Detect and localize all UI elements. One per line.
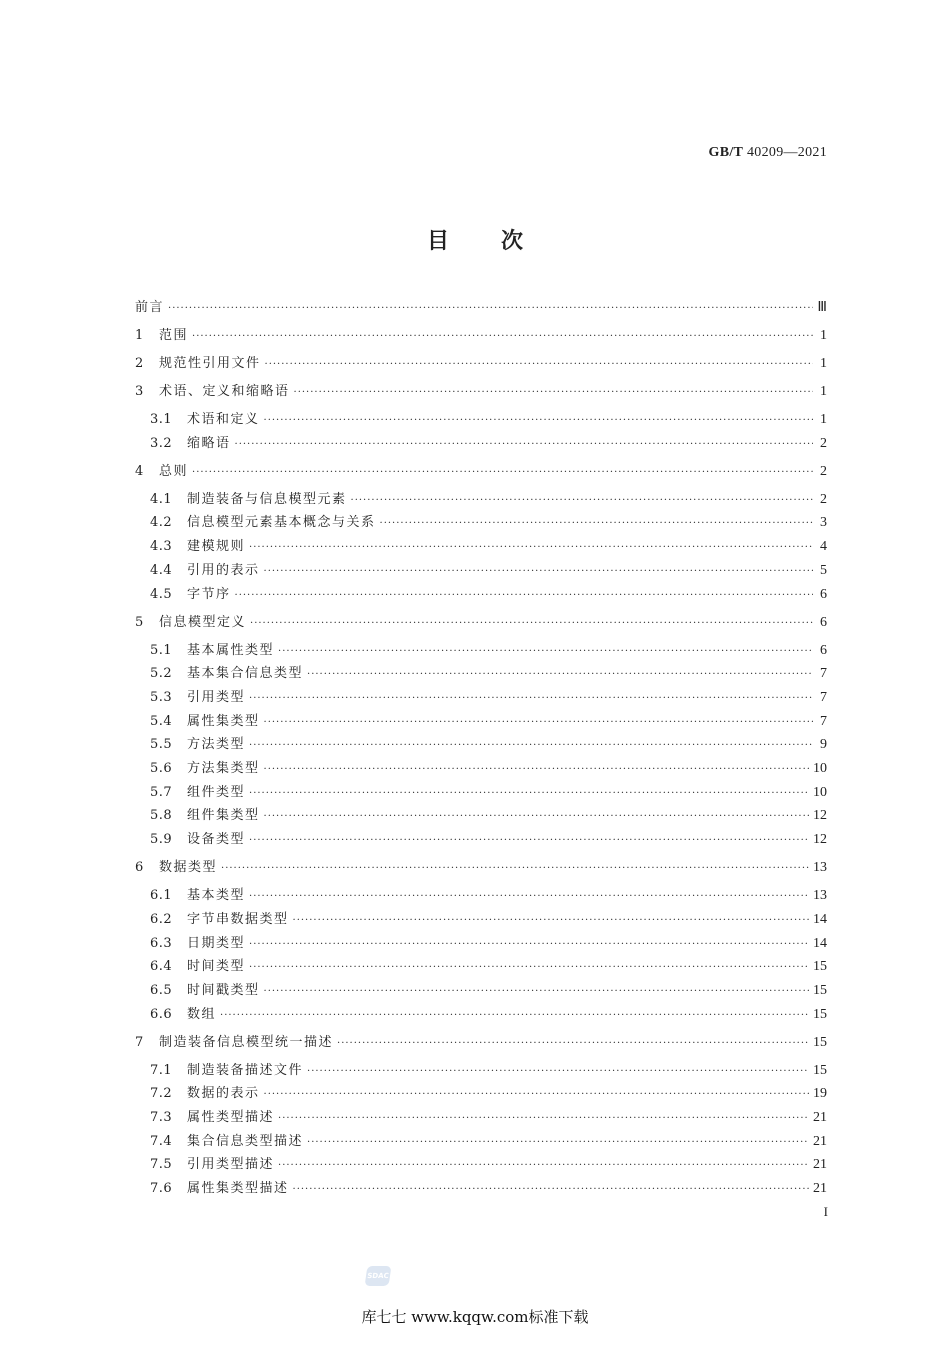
toc-entry[interactable] <box>135 462 827 482</box>
toc-entry-page: 7 <box>820 666 827 682</box>
toc-entry-label: 引用类型描述 <box>187 1157 275 1173</box>
toc-entry-label: 基本集合信息类型 <box>187 666 304 682</box>
toc-entry-label: 数据类型 <box>159 860 218 876</box>
toc-dot-leader <box>249 689 813 709</box>
toc-entry-number: 7.3 <box>150 1110 173 1125</box>
toc-dot-leader <box>250 614 813 634</box>
toc-dot-leader <box>278 642 813 662</box>
toc-entry-page: 15 <box>813 959 827 975</box>
toc-entry-page: 1 <box>820 412 827 427</box>
toc-dot-leader <box>307 665 813 685</box>
toc-entry-number: 7.1 <box>150 1062 173 1078</box>
toc-entry-label: 规范性引用文件 <box>159 356 261 371</box>
toc-dot-leader <box>351 491 813 511</box>
standard-prefix: GB/T <box>708 145 744 160</box>
toc-entry-page: 3 <box>820 515 827 531</box>
toc-entry[interactable] <box>150 1132 827 1152</box>
toc-dot-leader <box>293 911 809 931</box>
toc-entry-number: 5.1 <box>150 642 173 658</box>
toc-dot-leader <box>307 1133 809 1153</box>
toc-entry[interactable] <box>135 298 827 318</box>
toc-entry[interactable] <box>150 537 827 557</box>
toc-entry-page: 13 <box>813 860 827 876</box>
toc-dot-leader <box>337 1034 809 1054</box>
toc-dot-leader <box>264 982 809 1002</box>
standard-number: 40209—2021 <box>747 145 827 160</box>
watermark-logo <box>365 1266 392 1286</box>
toc-entry-label: 总则 <box>159 463 189 479</box>
toc-entry-number: 4.4 <box>150 562 173 578</box>
toc-entry-page: 1 <box>820 328 827 343</box>
toc-entry-number: 7.4 <box>150 1133 173 1149</box>
toc-entry-page: 1 <box>820 356 827 371</box>
toc-entry-number: 4.1 <box>150 491 173 507</box>
toc-dot-leader <box>192 327 813 347</box>
toc-dot-leader <box>264 1085 809 1105</box>
toc-entry[interactable] <box>150 664 827 684</box>
toc-entry[interactable] <box>150 1084 827 1104</box>
toc-entry-number: 5.2 <box>150 666 173 682</box>
toc-entry-number: 4.2 <box>150 515 173 531</box>
toc-entry-number: 3.1 <box>150 412 173 427</box>
toc-dot-leader <box>249 538 813 558</box>
toc-entry-page: 19 <box>813 1086 827 1102</box>
toc-dot-leader <box>293 1180 809 1200</box>
toc-entry-label: 引用类型 <box>187 689 246 705</box>
toc-entry-number: 1 <box>135 328 144 343</box>
toc-entry[interactable] <box>150 641 827 661</box>
toc-entry-page: 15 <box>813 1062 827 1078</box>
toc-entry[interactable] <box>135 354 827 374</box>
toc-entry[interactable] <box>150 688 827 708</box>
toc-entry-label: 方法集类型 <box>187 761 260 776</box>
toc-entry-page: 21 <box>813 1133 827 1149</box>
toc-entry-number: 3.2 <box>150 435 173 451</box>
toc-entry-number: 5.7 <box>150 784 173 800</box>
toc-entry-page: 15 <box>813 1006 827 1022</box>
toc-entry-number: 5 <box>135 614 144 630</box>
toc-entry-label: 数组 <box>187 1006 217 1022</box>
toc-dot-leader <box>249 887 809 907</box>
toc-entry-page: Ⅲ <box>817 300 827 315</box>
toc-dot-leader <box>264 411 813 431</box>
toc-entry-number: 5.5 <box>150 737 173 753</box>
toc-entry[interactable] <box>135 858 827 878</box>
toc-entry[interactable] <box>150 561 827 581</box>
toc-dot-leader <box>249 784 809 804</box>
toc-dot-leader <box>264 760 809 780</box>
toc-entry[interactable] <box>150 910 827 930</box>
toc-entry-label: 方法类型 <box>187 737 246 753</box>
toc-dot-leader <box>168 299 813 319</box>
toc-entry[interactable] <box>150 981 827 1001</box>
toc-entry[interactable] <box>150 759 827 779</box>
toc-entry-page: 14 <box>813 911 827 927</box>
toc-entry-number: 7.5 <box>150 1157 173 1173</box>
page-title: 目次 <box>426 229 575 254</box>
toc-entry[interactable] <box>150 783 827 803</box>
toc-entry-page: 7 <box>820 713 827 729</box>
toc-dot-leader <box>265 355 813 375</box>
toc-entry[interactable] <box>135 382 827 402</box>
logo-text: SDAC <box>366 1272 390 1280</box>
toc-entry-page: 7 <box>820 689 827 705</box>
toc-dot-leader <box>278 1109 809 1129</box>
toc-entry-number: 4.5 <box>150 586 173 602</box>
toc-entry-label: 组件集类型 <box>187 808 260 824</box>
toc-entry[interactable] <box>150 585 827 605</box>
toc-entry[interactable] <box>150 735 827 755</box>
toc-dot-leader <box>220 1006 809 1026</box>
toc-entry-page: 4 <box>820 539 827 555</box>
toc-entry-label: 属性集类型 <box>187 713 260 729</box>
toc-entry-page: 12 <box>813 832 827 848</box>
toc-entry-number: 6.6 <box>150 1006 173 1022</box>
toc-entry-label: 建模规则 <box>187 539 246 555</box>
toc-entry-label: 数据的表示 <box>187 1086 260 1102</box>
toc-entry-number: 6.2 <box>150 911 173 927</box>
standard-code <box>709 145 827 161</box>
toc-entry-label: 前言 <box>135 300 165 315</box>
toc-entry-number: 4.3 <box>150 539 173 555</box>
page-folio: I <box>823 1204 828 1219</box>
toc-entry-page: 21 <box>813 1110 827 1125</box>
toc-entry-number: 2 <box>135 356 144 371</box>
toc-entry-label: 基本类型 <box>187 888 246 904</box>
toc-entry-page: 6 <box>820 642 827 658</box>
toc-entry[interactable] <box>150 886 827 906</box>
toc-dot-leader <box>264 807 809 827</box>
toc-dot-leader <box>294 383 813 403</box>
toc-entry-label: 字节串数据类型 <box>187 911 289 927</box>
toc-entry-page: 15 <box>813 1034 827 1050</box>
toc-entry[interactable] <box>150 957 827 977</box>
toc-dot-leader <box>221 859 809 879</box>
toc-dot-leader <box>249 958 809 978</box>
toc-entry[interactable] <box>135 1033 827 1053</box>
toc-entry-label: 属性类型描述 <box>187 1110 275 1125</box>
toc-entry-page: 2 <box>820 435 827 451</box>
toc-entry[interactable] <box>135 613 827 633</box>
toc-entry-page: 2 <box>820 463 827 479</box>
toc-entry[interactable] <box>150 434 827 454</box>
toc-dot-leader <box>307 1062 809 1082</box>
toc-dot-leader <box>192 463 813 483</box>
toc-entry-page: 6 <box>820 586 827 602</box>
toc-entry[interactable] <box>150 830 827 850</box>
toc-entry-label: 设备类型 <box>187 832 246 848</box>
toc-entry[interactable] <box>150 490 827 510</box>
toc-entry[interactable] <box>135 326 827 346</box>
toc-entry-number: 6.5 <box>150 982 173 998</box>
toc-entry-label: 缩略语 <box>187 435 231 451</box>
toc-entry-number: 7 <box>135 1034 144 1050</box>
toc-entry[interactable] <box>150 1179 827 1199</box>
toc-entry-page: 6 <box>820 614 827 630</box>
toc-dot-leader <box>235 586 813 606</box>
toc-entry-number: 7.6 <box>150 1181 173 1197</box>
toc-entry-number: 6.4 <box>150 959 173 975</box>
toc-entry-number: 3 <box>135 384 144 399</box>
toc-dot-leader <box>264 562 813 582</box>
toc-entry-number: 4 <box>135 463 144 479</box>
toc-dot-leader <box>264 713 813 733</box>
toc-dot-leader <box>249 831 809 851</box>
toc-entry-label: 属性集类型描述 <box>187 1181 289 1197</box>
toc-entry-number: 5.4 <box>150 713 173 729</box>
toc-entry-number: 6.3 <box>150 935 173 951</box>
toc-entry[interactable] <box>150 1061 827 1081</box>
toc-entry-label: 日期类型 <box>187 935 246 951</box>
toc-dot-leader <box>278 1156 809 1176</box>
toc-entry-page: 21 <box>813 1181 827 1197</box>
toc-entry-number: 6.1 <box>150 888 173 904</box>
toc-entry-number: 5.8 <box>150 808 173 824</box>
toc-entry-label: 术语、定义和缩略语 <box>159 384 290 399</box>
toc-entry-page: 10 <box>813 784 827 800</box>
toc-entry-page: 1 <box>820 384 827 399</box>
toc-entry-page: 12 <box>813 808 827 824</box>
toc-entry-number: 5.9 <box>150 832 173 848</box>
toc-entry[interactable] <box>150 513 827 533</box>
toc-entry[interactable] <box>150 1155 827 1175</box>
toc-entry-label: 术语和定义 <box>187 412 260 427</box>
toc-entry-label: 信息模型元素基本概念与关系 <box>187 515 376 531</box>
toc-dot-leader <box>249 935 809 955</box>
toc-entry-number: 5.6 <box>150 761 173 776</box>
toc-entry[interactable] <box>150 410 827 430</box>
toc-entry-number: 6 <box>135 860 144 876</box>
toc-entry-page: 9 <box>820 737 827 753</box>
toc-entry-page: 2 <box>820 491 827 507</box>
toc-entry-label: 时间戳类型 <box>187 982 260 998</box>
toc-entry-label: 范围 <box>159 328 189 343</box>
toc-entry[interactable] <box>150 712 827 732</box>
toc-entry[interactable] <box>150 1108 827 1128</box>
footer-text: 库七七 www.kqqw.com标准下载 <box>361 1308 589 1326</box>
toc-dot-leader <box>380 514 813 534</box>
toc-entry-page: 5 <box>820 562 827 578</box>
toc-entry-number: 5.3 <box>150 689 173 705</box>
toc-entry[interactable] <box>150 1005 827 1025</box>
toc-entry-label: 字节序 <box>187 586 231 602</box>
toc-entry-label: 制造装备描述文件 <box>187 1062 304 1078</box>
toc-entry-label: 组件类型 <box>187 784 246 800</box>
toc-entry[interactable] <box>150 934 827 954</box>
toc-entry-label: 集合信息类型描述 <box>187 1133 304 1149</box>
toc-entry-page: 13 <box>813 888 827 904</box>
toc-entry-label: 时间类型 <box>187 959 246 975</box>
toc-dot-leader <box>249 736 813 756</box>
toc-entry-label: 基本属性类型 <box>187 642 275 658</box>
toc-entry-page: 10 <box>813 761 827 776</box>
toc-entry-page: 15 <box>813 982 827 998</box>
toc-entry-label: 制造装备与信息模型元素 <box>187 491 347 507</box>
toc-entry-label: 信息模型定义 <box>159 614 247 630</box>
toc-entry-page: 21 <box>813 1157 827 1173</box>
toc-entry[interactable] <box>150 806 827 826</box>
toc-dot-leader <box>235 435 813 455</box>
toc-entry-label: 制造装备信息模型统一描述 <box>159 1034 334 1050</box>
toc-entry-label: 引用的表示 <box>187 562 260 578</box>
toc-entry-page: 14 <box>813 935 827 951</box>
toc-entry-number: 7.2 <box>150 1086 173 1102</box>
